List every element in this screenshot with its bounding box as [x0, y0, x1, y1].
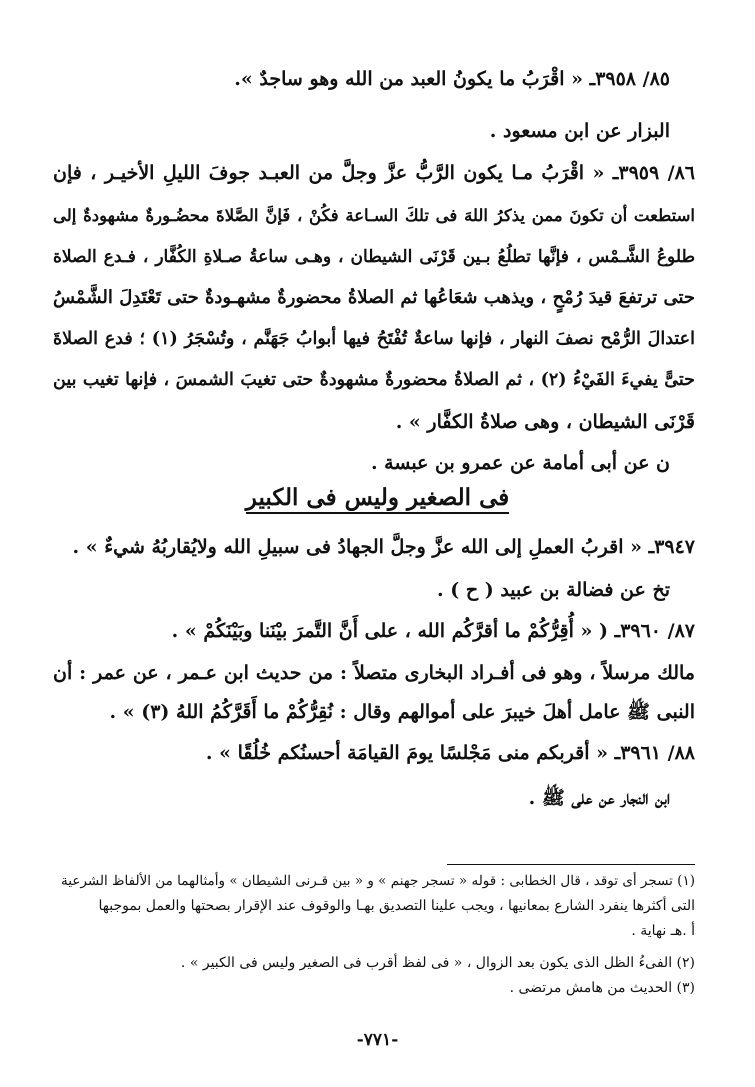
source-line: البزار عن ابن مسعود .	[489, 120, 670, 142]
text-line: مالك مرسلاً ، وهو فى أفـراد البخارى متصلاً : من حديث ابن عـمر ، عن عمر : أن	[53, 662, 695, 684]
footnote-1-cont: التى أكثرها ينفرد الشارع بمعانيها ، ويجب علينا التصديق بهـا والوقوف عند الإقرار بصحتها والعمل بموجبها	[98, 898, 695, 914]
text-line: حتى ترتفعَ قيدَ رُمْحٍ ، ويذهب شعَاعُها ثم الصلاةُ محضورةٌ مشهـودةٌ حتى تَعْتَدِلَ الشَّمْسُ	[53, 287, 695, 308]
footnote-1-end: أ .هـ نهاية .	[631, 923, 695, 939]
footnote-3: (٣) الحديث من هامش مرتضى .	[509, 980, 695, 996]
hadith-3947: ٣٩٤٧ـ « اقربُ العملِ إلى الله عزَّ وجلَّ الجهادُ فى سبيلِ الله ولايُقاربُهُ شيءٌ » .	[72, 536, 695, 558]
hadith-3961: ٨٨/ ٣٩٦١ـ « أقربكم منى مَجْلسًا يومَ القيامَة أحسنُكم خُلُقًا » .	[205, 742, 695, 764]
hadith-3960: ٨٧/ ٣٩٦٠ـ ( « أُقِرُّكُمْ ما أقرَّكُم الله ، على أَنَّ التَّمرَ بيْنَنا وبَيْنَكُمْ » .	[171, 620, 695, 642]
source-line: ابن النجار عن على ﷺ .	[528, 787, 670, 809]
footnote-2: (٢) الفىءُ الظل الذى يكون بعد الزوال ، « فى لفظ أقرب فى الصغير وليس فى الكبير » .	[180, 955, 695, 971]
text-line: استطعت أن تكونَ ممن يذكرُ اللهَ فى تلكَ السـاعة فكُنْ ، فَإنَّ الصَّلاةَ محضُـورةٌ مشهودةٌ إلى	[53, 206, 695, 225]
hadith-3958: ٨٥/ ٣٩٥٨ـ « اقْرَبُ ما يكونُ العبد من الله وهو ساجدٌ ».	[234, 68, 670, 90]
section-heading: فى الصغير وليس فى الكبير	[0, 484, 755, 511]
hadith-3959-line: ٨٦/ ٣٩٥٩ـ « اقْرَبُ مـا يكون الرَّبُّ عزَّ وجلَّ من العبـد جوفَ الليلِ الأخيـر ، فإن	[53, 162, 695, 184]
text-line: حتىًّ يفيءَ الفَيْءُ (٢) ، ثم الصلاةُ محضورةٌ مشهودةٌ حتى تغيبَ الشمسَ ، فإنها تغيب بين	[53, 370, 695, 390]
footnote-divider	[447, 864, 695, 865]
text-line: قَرْنَى الشيطان ، وهى صلاةُ الكفَّار » .	[395, 411, 695, 433]
source-line: ن عن أبى أمامة عن عمرو بن عبسة .	[370, 452, 670, 474]
text-line: النبى ﷺ عامل أهلَ خيبرَ على أموالهم وقال : نُقِرُّكُمْ ما أَقَرَّكُمُ اللهُ (٣) » .	[109, 701, 695, 723]
text-line: طلوعُ الشَّـمْس ، فإنَّها تطلُعُ بـين قَرْنَى الشيطان ، وهـى ساعةُ صـلاةِ الكُفَّار ، فـدع الصلاة	[53, 247, 695, 267]
footnote-1: (١) تسجر أى توقد ، قال الخطابى : قوله « تسجر جهنم » و « بين قـرنى الشيطان » وأمثالهما من الألفاظ الشرعية	[61, 873, 695, 889]
source-line: تخ عن فضالة بن عبيد ( ح ) .	[437, 579, 670, 601]
text-line: اعتدالَ الرُّمْح نصفَ النهار ، فإنها ساعةٌ تُفْتَحُ فيها أبوابُ جَهَنَّم ، وتُسْجَرُ (١) ؛ فدع الصلاةَ	[53, 329, 695, 349]
page-number: -٧٧١-	[356, 1030, 399, 1050]
